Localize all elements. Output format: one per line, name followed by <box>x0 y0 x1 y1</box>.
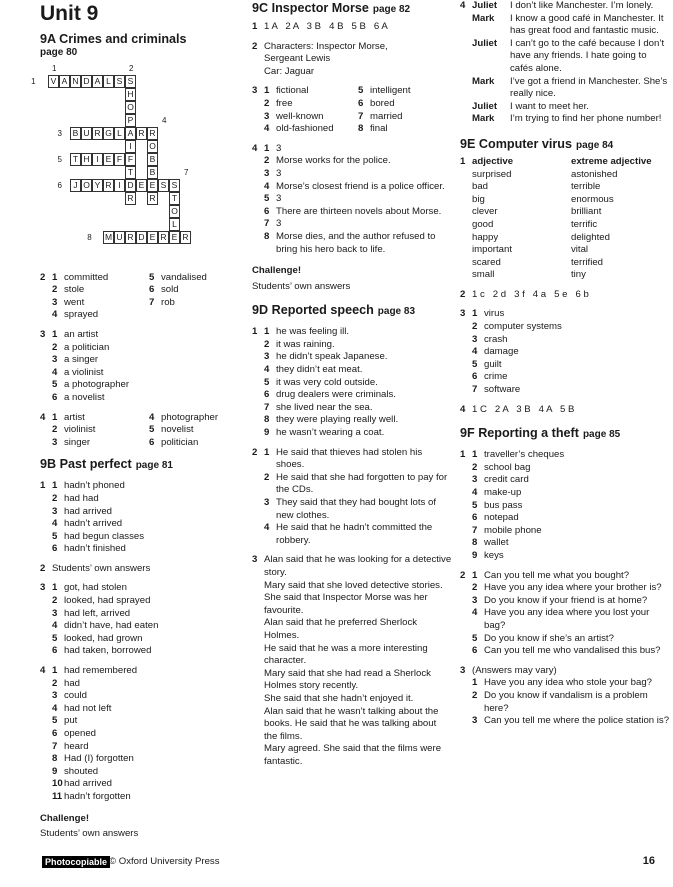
exercise-9d-1: 1 1 he was feeling ill. 2 it was raining. 3 he didn’t speak Japanese. 4 they didn’t eat meat. 5 it was very cold outside. 6 drug dealers were criminals. 7 she lived near the sea. 8 they were playing really well. 9 he wasn’t wearing a coat. <box>252 326 452 439</box>
adjective: happy <box>472 231 499 243</box>
list-item: 6 Can you tell me who vandalised this bus? <box>472 645 661 657</box>
list-item: 6 opened <box>52 728 97 739</box>
list-item: 3 Can you tell me where the police station is? <box>472 715 670 727</box>
crossword-cell: B <box>147 166 158 179</box>
utterance: I’ve got a friend in Manchester. She’s really nice. <box>510 75 668 100</box>
crossword-cell: J <box>70 179 81 192</box>
reported-line: Mary said that she loved detective stories. <box>264 579 443 591</box>
list-item: 6 drug dealers were criminals. <box>264 389 396 401</box>
crossword-number: 4 <box>162 115 167 125</box>
reported-line: Mary agreed. She said that the films were fantastic. <box>264 743 442 767</box>
list-item: 3 Do you know if your friend is at home? <box>472 594 648 606</box>
crossword-cell: S <box>114 75 125 88</box>
list-item: 3 he didn’t speak Japanese. <box>264 351 388 363</box>
list-item: 8 Morse dies, and the author refused to bring his hero back to life. <box>264 230 436 255</box>
list-item: 4 had not left <box>52 702 112 714</box>
copyright-text: © Oxford University Press <box>109 856 220 867</box>
list-item: 2 stole <box>52 284 85 296</box>
list-item: 7 she lived near the sea. <box>264 401 373 413</box>
exercise-9b-3: 3 1 got, had stolen 2 looked, had sprayed 3 had left, arrived 4 didn’t have, had eaten 5 looked, had grown 6 had taken, borrowed <box>40 582 246 658</box>
list-item: 4 photographer <box>149 411 219 423</box>
list-item: 9 shouted <box>52 765 99 777</box>
crossword-cell: P <box>125 114 136 127</box>
list-item: 6 a novelist <box>52 391 105 403</box>
speaker: Mark <box>472 12 495 24</box>
section-9a-page: page 80 <box>40 47 78 58</box>
list-item: 4 make-up <box>472 487 522 498</box>
list-item: 8 Had (I) forgotten <box>52 753 134 765</box>
list-item: 6 sold <box>149 284 179 296</box>
speaker: Mark <box>472 75 495 87</box>
exercise-9f-3: 3 (Answers may vary) 1 Have you any idea who stole your bag? 2 Do you know if vandalism is a problem here? 3 Can you tell me where the police station is? <box>460 664 670 727</box>
list-item: 6 bored <box>358 97 395 109</box>
speaker: Mark <box>472 113 495 125</box>
list-item: 4 old-fashioned <box>264 123 334 135</box>
exercise-9b-4: 4 1 had remembered 2 had 3 could 4 had not left 5 put 6 opened 7 heard 8 Had (I) forgotten 9 shouted 10 had arrived 11 hadn’t forgotten <box>40 665 246 804</box>
list-item: 4 didn’t have, had eaten <box>52 620 159 632</box>
section-9b-title: 9B Past perfect page 81 <box>40 457 173 472</box>
crossword-cell: T <box>70 153 81 166</box>
list-item: 4 He said that he hadn’t committed the robbery. <box>264 522 433 546</box>
exercise-9a-3: 3 1 an artist 2 a politician 3 a singer 4 a violinist 5 a photographer 6 a novelist <box>40 329 246 405</box>
crossword-cell: R <box>158 231 169 244</box>
list-item: 5 guilt <box>472 358 502 370</box>
adjective: scared <box>472 256 501 268</box>
crossword-cell: R <box>125 231 136 244</box>
list-item: 3 well-known <box>264 110 324 122</box>
crossword-cell: A <box>125 127 136 140</box>
crossword-number: 3 <box>57 128 62 138</box>
exercise-9c-2: 2 Characters: Inspector Morse, Sergeant Lewis Car: Jaguar <box>252 40 388 77</box>
reported-line: She said that Inspector Morse was her favourite. <box>264 592 428 616</box>
crossword-cell: E <box>169 231 180 244</box>
crossword-cell: H <box>81 153 92 166</box>
list-item: 2 computer systems <box>472 321 562 333</box>
extreme-adjective: vital <box>571 244 589 256</box>
crossword-cell: N <box>70 75 81 88</box>
crossword-cell: L <box>169 218 180 231</box>
utterance: I know a good café in Manchester. It has great food and fantastic music. <box>510 12 664 37</box>
adjective: small <box>472 269 495 281</box>
list-item: 2 a politician <box>52 341 110 353</box>
crossword-cell: F <box>125 153 136 166</box>
challenge-9b-heading: Challenge! <box>40 812 90 824</box>
list-item: 3 had left, arrived <box>52 607 131 619</box>
column-2 <box>252 0 452 768</box>
exercise-9e-4: 4 1 C 2 A 3 B 4 A 5 B <box>460 403 575 415</box>
section-9a-title: 9A Crimes and criminals <box>40 32 187 46</box>
crossword-cell: G <box>103 127 114 140</box>
crossword-number: 7 <box>184 167 189 177</box>
list-item: 5 Do you know if she’s an artist? <box>472 632 614 644</box>
list-item: 1 3 <box>264 142 282 154</box>
crossword-number: 1 <box>52 63 57 73</box>
crossword-cell: R <box>125 192 136 205</box>
crossword-cell: O <box>169 205 180 218</box>
adjective: important <box>472 244 512 256</box>
challenge-9b-text: Students’ own answers <box>40 828 139 840</box>
reported-line: She said that she hadn’t enjoyed it. <box>264 692 414 704</box>
list-item: 1 he was feeling ill. <box>264 326 350 338</box>
list-item: 5 bus pass <box>472 499 523 511</box>
list-item: 5 intelligent <box>358 85 411 97</box>
list-item: 3 credit card <box>472 474 529 486</box>
list-item: 6 crime <box>472 371 508 383</box>
crossword-cell: R <box>180 231 191 244</box>
crossword-cell: D <box>81 75 92 88</box>
list-item: 5 3 <box>264 193 282 205</box>
extreme-adjective: brilliant <box>571 206 602 218</box>
list-item: 2 violinist <box>52 424 96 436</box>
challenge-9c-text: Students’ own answers <box>252 280 351 292</box>
extreme-adjective: delighted <box>571 231 610 243</box>
crossword-cell: O <box>147 140 158 153</box>
crossword-cell: B <box>147 153 158 166</box>
reported-line: He said that he was a more interesting character. <box>264 642 428 667</box>
crossword-number: 6 <box>57 180 62 190</box>
list-item: 7 married <box>358 110 403 122</box>
list-item: 1 had remembered <box>52 665 138 677</box>
speaker: Juliet <box>472 0 498 11</box>
list-item: 1 traveller’s cheques <box>472 449 565 461</box>
list-item: 2 Have you any idea where your brother is? <box>472 582 662 594</box>
extreme-adjective: terrible <box>571 181 601 193</box>
reported-line: Mary said that she had read a Sherlock Holmes story recently. <box>264 667 431 692</box>
list-item: 2 had had <box>52 492 99 504</box>
crossword-cell: O <box>125 101 136 114</box>
list-item: 3 crash <box>472 333 508 345</box>
crossword-cell: R <box>103 179 114 192</box>
extreme-adjective: enormous <box>571 193 614 205</box>
list-item: 4 sprayed <box>52 309 99 321</box>
crossword-cell: S <box>125 75 136 88</box>
list-item: 8 final <box>358 123 388 135</box>
list-item: 9 keys <box>472 549 504 561</box>
crossword-cell: E <box>147 231 158 244</box>
dialogue-line <box>472 0 670 13</box>
crossword-cell: E <box>147 179 158 192</box>
crossword-cell: O <box>81 179 92 192</box>
list-item: 1 hadn’t phoned <box>52 480 125 492</box>
crossword-cell: A <box>92 75 103 88</box>
exercise-9d-4: 4 Juliet I don’t like Manchester. I’m lonely. Mark I know a good café in Manchester. It has great food and fantastic music. Juliet I can’t go to the café because I don’t have any friends. I hate going to cafés alone. Mark I’ve got a friend in Manchester. She’s really nice. Juliet I want to meet her. Mark I’m trying to find her phone number! <box>460 0 670 126</box>
list-item: 5 novelist <box>149 424 194 436</box>
crossword-cell: T <box>125 166 136 179</box>
challenge-9c-heading: Challenge! <box>252 265 302 277</box>
list-item: 2 He said that she had forgotten to pay for the CDs. <box>264 471 448 496</box>
list-item: 2 had <box>52 677 81 689</box>
list-item: 1 an artist <box>52 328 99 340</box>
list-item: 4 damage <box>472 346 519 358</box>
dialogue-line <box>472 76 670 101</box>
list-item: 10 had arrived <box>52 778 112 790</box>
crossword-cell: L <box>103 75 114 88</box>
list-item: 3 could <box>52 690 87 702</box>
list-item: 1 artist <box>52 411 85 423</box>
crossword-number: 1 <box>31 76 36 86</box>
list-item: 6 politician <box>149 436 199 448</box>
crossword-cell: I <box>125 140 136 153</box>
crossword-cell: I <box>92 153 103 166</box>
crossword-cell: H <box>125 88 136 101</box>
list-item: 7 3 <box>264 218 282 230</box>
crossword-cell: E <box>136 179 147 192</box>
crossword-cell: R <box>147 192 158 205</box>
crossword-cell: D <box>136 231 147 244</box>
column-1 <box>31 0 246 841</box>
list-item: 8 they were playing really well. <box>264 414 399 426</box>
exercise-9f-2: 2 1 Can you tell me what you bought? 2 Have you any idea where your brother is? 3 Do you know if your friend is at home? 4 Have you any idea where you lost your bag? 5 Do you know if she’s an artist? 6 Can you tell me who vandalised this bus? <box>460 570 670 658</box>
reported-line: Alan said that he was looking for a detective story. <box>264 554 452 578</box>
crossword-number: 5 <box>57 154 62 164</box>
section-9e-title: 9E Computer virus page 84 <box>460 136 614 151</box>
list-item: 1 Can you tell me what you bought? <box>472 569 630 581</box>
utterance: I can’t go to the café because I don’t have any friends. I hate going to cafés alone. <box>510 37 665 74</box>
crossword-cell: Y <box>92 179 103 192</box>
adjective: clever <box>472 206 498 218</box>
exercise-9c-1: 1 1 A 2 A 3 B 4 B 5 B 6 A <box>252 21 388 32</box>
list-item: 5 vandalised <box>149 271 207 283</box>
list-item: 4 a violinist <box>52 366 104 378</box>
list-item: 4 they didn’t eat meat. <box>264 364 363 376</box>
list-item: 1 He said that thieves had stolen his shoes. <box>264 446 423 471</box>
crossword-cell: T <box>169 192 180 205</box>
list-item: 6 There are thirteen novels about Morse. <box>264 205 442 217</box>
list-item: 6 notepad <box>472 512 519 524</box>
list-item: 2 free <box>264 97 293 109</box>
section-9f-title: 9F Reporting a theft page 85 <box>460 426 621 441</box>
answers-note: (Answers may vary) <box>472 664 557 676</box>
list-item: 9 he wasn’t wearing a coat. <box>264 427 385 439</box>
exercise-9e-3: 3 1 virus 2 computer systems 3 crash 4 damage 5 guilt 6 crime 7 software <box>460 308 670 396</box>
page-number: 16 <box>642 855 655 867</box>
adjective: surprised <box>472 168 512 180</box>
list-item: 1 committed <box>52 271 109 283</box>
list-item: 6 had taken, borrowed <box>52 645 152 657</box>
crossword-cell: L <box>114 127 125 140</box>
extreme-adjective: astonished <box>571 168 618 180</box>
unit-title: Unit 9 <box>40 2 99 25</box>
speaker: Juliet <box>472 100 498 112</box>
list-item: 7 software <box>472 384 521 396</box>
crossword-cell: I <box>114 179 125 192</box>
exercise-9a-2: 2 1 committed 2 stole 3 went 4 sprayed 5 vandalised 6 sold 7 rob <box>40 272 246 322</box>
list-item: 2 Do you know if vandalism is a problem here? <box>472 689 648 714</box>
list-item: 2 it was raining. <box>264 338 335 350</box>
list-item: 7 mobile phone <box>472 524 542 536</box>
exercise-9e-2: 2 1 c 2 d 3 f 4 a 5 e 6 b <box>460 288 589 300</box>
exercise-9e-1: 1 adjective extreme adjective surprised astonished bad terrible big enormous clever brilliant good terrific happy delighted important vital scared terrified small tiny <box>460 156 670 282</box>
adjective: good <box>472 218 494 230</box>
crossword-cell: S <box>158 179 169 192</box>
list-item: 4 Have you any idea where you lost your bag? <box>472 607 650 631</box>
list-item: 3 They said that they had bought lots of new clothes. <box>264 497 437 521</box>
crossword-cell: E <box>103 153 114 166</box>
dialogue-line <box>472 13 670 38</box>
list-item: 3 3 <box>264 167 282 179</box>
section-9c-title: 9C Inspector Morse page 82 <box>252 1 411 15</box>
utterance: I’m trying to find her phone number! <box>510 113 662 125</box>
crossword-cell: M <box>104 231 113 242</box>
exercise-9a-4: 4 1 artist 2 violinist 3 singer 4 photographer 5 novelist 6 politician <box>40 412 246 450</box>
list-item: 3 went <box>52 296 85 308</box>
extreme-adjective: tiny <box>571 269 586 281</box>
crossword-cell: D <box>125 179 136 192</box>
list-item: 4 hadn’t arrived <box>52 518 123 530</box>
list-item: 6 hadn’t finished <box>52 543 126 555</box>
crossword-cell: U <box>114 231 125 244</box>
list-item: 5 it was very cold outside. <box>264 376 378 388</box>
list-item: 3 had arrived <box>52 505 112 517</box>
list-item: 8 wallet <box>472 537 509 549</box>
extreme-adjective: terrified <box>571 256 603 268</box>
list-item: 1 fictional <box>264 85 309 97</box>
dialogue-line <box>472 38 670 76</box>
column-3 <box>460 0 670 728</box>
crossword-cell: B <box>70 127 81 140</box>
list-item: 2 looked, had sprayed <box>52 595 151 607</box>
exercise-9c-3: 3 1 fictional 2 free 3 well-known 4 old-fashioned 5 intelligent 6 bored 7 married 8 final <box>252 85 452 135</box>
crossword-cell: F <box>114 153 125 166</box>
list-item: 7 rob <box>149 296 175 308</box>
section-9d-title: 9D Reported speech page 83 <box>252 303 416 318</box>
list-item: 1 virus <box>472 308 505 320</box>
crossword-cell: A <box>59 75 70 88</box>
list-item: 5 a photographer <box>52 379 130 391</box>
crossword-cell: R <box>147 127 158 140</box>
crossword-number: 2 <box>129 63 134 73</box>
exercise-9f-1: 1 1 traveller’s cheques 2 school bag 3 credit card 4 make-up 5 bus pass 6 notepad 7 mobile phone 8 wallet 9 keys <box>460 449 670 562</box>
exercise-9d-2: 2 1 He said that thieves had stolen his shoes. 2 He said that she had forgotten to pay for the CDs. 3 They said that they had bought lots of new clothes. 4 He said that he hadn’t committed the robbery. <box>252 447 452 548</box>
crossword-cell: U <box>81 127 92 140</box>
exercise-9b-1: 1 1 hadn’t phoned 2 had had 3 had arrived 4 hadn’t arrived 5 had begun classes 6 hadn’t finished <box>40 480 246 556</box>
dialogue-line <box>472 113 670 126</box>
list-item: 3 a singer <box>52 354 99 366</box>
crossword-number: 8 <box>87 232 92 242</box>
list-item: 5 had begun classes <box>52 530 145 542</box>
reported-line: Alan said that he preferred Sherlock Holmes. <box>264 617 418 641</box>
list-item: 5 looked, had grown <box>52 632 143 644</box>
crossword-cell: R <box>92 127 103 140</box>
adjective: big <box>472 193 485 205</box>
list-item: 7 heard <box>52 740 89 752</box>
crossword-cell: R <box>136 127 147 140</box>
speaker: Juliet <box>472 37 498 49</box>
exercise-9c-4: 4 1 3 2 Morse works for the police. 3 3 4 Morse’s closest friend is a police officer. 5 3 6 There are thirteen novels about Morse. 7 3 8 Morse dies, and the author refused to bring his hero back to life. <box>252 143 452 256</box>
exercise-9d-3: 3 Alan said that he was looking for a detective story. Mary said that she loved detective stories. She said that Inspector Morse was her favourite. Alan said that he preferred Sherlock Holmes. He said that he was a more interesting character. Mary said that she had read a Sherlock Holmes story recently. She said that she hadn’t enjoyed it. Alan said that he wasn’t talking about the books. He said that he was talking about the films. Mary agreed. She said that the films were fantastic. <box>252 554 452 767</box>
list-item: 3 singer <box>52 436 91 448</box>
adjective: bad <box>472 181 489 193</box>
reported-line: Alan said that he wasn’t talking about the books. He said that he was talking about the films. <box>264 705 439 742</box>
dialogue-line <box>472 101 670 114</box>
list-item: 1 Have you any idea who stole your bag? <box>472 677 652 689</box>
list-item: 2 school bag <box>472 461 531 473</box>
utterance: I don’t like Manchester. I’m lonely. <box>510 0 654 11</box>
list-item: 4 Morse’s closest friend is a police officer. <box>264 180 445 192</box>
crossword-cell: V <box>48 75 59 88</box>
utterance: I want to meet her. <box>510 100 589 112</box>
list-item: 2 Morse works for the police. <box>264 155 391 167</box>
adjective-table-header: adjective extreme adjective <box>472 155 652 167</box>
crossword-grid <box>31 63 240 265</box>
extreme-adjective: terrific <box>571 218 598 230</box>
photocopiable-badge: Photocopiable <box>42 856 110 868</box>
list-item: 11 hadn’t forgotten <box>52 790 131 802</box>
list-item: 5 put <box>52 715 78 727</box>
crossword-cell: S <box>169 179 180 192</box>
exercise-9b-2: 2 Students’ own answers <box>40 562 151 574</box>
list-item: 1 got, had stolen <box>52 582 127 594</box>
